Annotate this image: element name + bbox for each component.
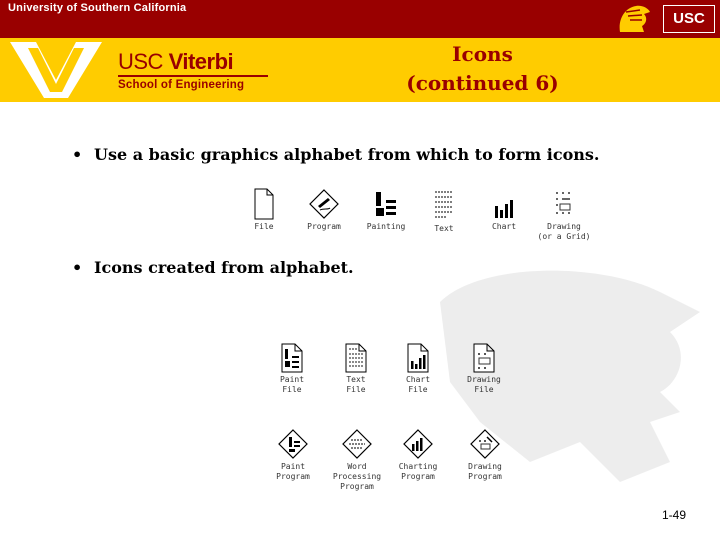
slide-title bbox=[380, 40, 585, 98]
file-icon bbox=[252, 188, 276, 220]
alphabet-text-label: Text bbox=[434, 224, 454, 233]
text-file-icon bbox=[344, 343, 368, 373]
alphabet-painting bbox=[364, 188, 408, 232]
drawing-program-line2: Program bbox=[468, 472, 502, 481]
top-bar bbox=[0, 0, 720, 38]
alphabet-drawing-label: Drawing bbox=[547, 222, 581, 231]
alphabet-file bbox=[246, 188, 282, 232]
text-icon bbox=[432, 188, 456, 222]
drawing-file-line2: File bbox=[474, 385, 494, 394]
viterbi-v-logo-icon bbox=[6, 40, 106, 100]
paint-file-line2: File bbox=[282, 385, 302, 394]
logo-viterbi-text: Viterbi bbox=[168, 49, 234, 74]
chart-file bbox=[398, 343, 438, 395]
bullet-2: • Icons created from alphabet. bbox=[72, 258, 354, 277]
alphabet-painting-label: Painting bbox=[366, 222, 406, 231]
trojan-helmet-icon bbox=[614, 2, 654, 36]
paint-file bbox=[272, 343, 312, 395]
charting-program-line2: Program bbox=[401, 472, 435, 481]
drawing-icon bbox=[552, 188, 576, 220]
drawing-program-icon bbox=[469, 428, 501, 460]
chart-icon bbox=[492, 188, 516, 220]
word-processing-line1: Word bbox=[347, 462, 367, 471]
paint-file-icon bbox=[280, 343, 304, 373]
text-file bbox=[336, 343, 376, 395]
paint-program bbox=[270, 428, 316, 482]
charting-program-line1: Charting bbox=[398, 462, 438, 471]
alphabet-file-label: File bbox=[254, 222, 274, 231]
alphabet-icons-row bbox=[236, 188, 596, 258]
drawing-file-line1: Drawing bbox=[467, 375, 501, 384]
bullet-1: • Use a basic graphics alphabet from which to form icons. bbox=[72, 145, 600, 164]
alphabet-drawing bbox=[536, 188, 592, 242]
slide-title-line2: (continued 6) bbox=[406, 71, 559, 95]
header-band bbox=[0, 38, 720, 102]
drawing-file-icon bbox=[472, 343, 496, 373]
word-processing-program-icon bbox=[341, 428, 373, 460]
word-processing-program bbox=[330, 428, 384, 492]
word-processing-line3: Program bbox=[340, 482, 374, 491]
chart-file-line2: File bbox=[408, 385, 428, 394]
text-file-line2: File bbox=[346, 385, 366, 394]
word-processing-line2: Processing bbox=[332, 472, 382, 481]
usc-badge: USC bbox=[663, 5, 715, 33]
alphabet-text bbox=[426, 188, 462, 234]
charting-program bbox=[394, 428, 442, 482]
page-number: 1-49 bbox=[662, 508, 687, 522]
paint-program-line1: Paint bbox=[280, 462, 306, 471]
chart-file-line1: Chart bbox=[405, 375, 431, 384]
logo-school-text: School of Engineering bbox=[118, 79, 245, 91]
alphabet-program-label: Program bbox=[307, 222, 341, 231]
painting-icon bbox=[372, 188, 400, 220]
alphabet-chart bbox=[486, 188, 522, 232]
drawing-program bbox=[462, 428, 508, 482]
charting-program-icon bbox=[402, 428, 434, 460]
text-file-line1: Text bbox=[346, 375, 366, 384]
paint-program-icon bbox=[277, 428, 309, 460]
alphabet-program bbox=[302, 188, 346, 232]
drawing-program-line1: Drawing bbox=[468, 462, 502, 471]
bullet-1-text: Use a basic graphics alphabet from which to form icons. bbox=[94, 145, 600, 164]
bullet-2-text: Icons created from alphabet. bbox=[94, 258, 354, 277]
program-icon bbox=[308, 188, 340, 220]
viterbi-logo-text bbox=[118, 51, 268, 92]
chart-file-icon bbox=[406, 343, 430, 373]
alphabet-chart-label: Chart bbox=[491, 222, 517, 231]
paint-file-line1: Paint bbox=[279, 375, 305, 384]
alphabet-drawing-label2: (or a Grid) bbox=[537, 232, 591, 241]
paint-program-line2: Program bbox=[276, 472, 310, 481]
logo-rule bbox=[118, 75, 268, 77]
slide-title-line1: Icons bbox=[452, 42, 513, 66]
logo-usc-text: USC bbox=[118, 49, 163, 74]
drawing-file bbox=[462, 343, 506, 395]
university-name: University of Southern California bbox=[8, 2, 187, 14]
